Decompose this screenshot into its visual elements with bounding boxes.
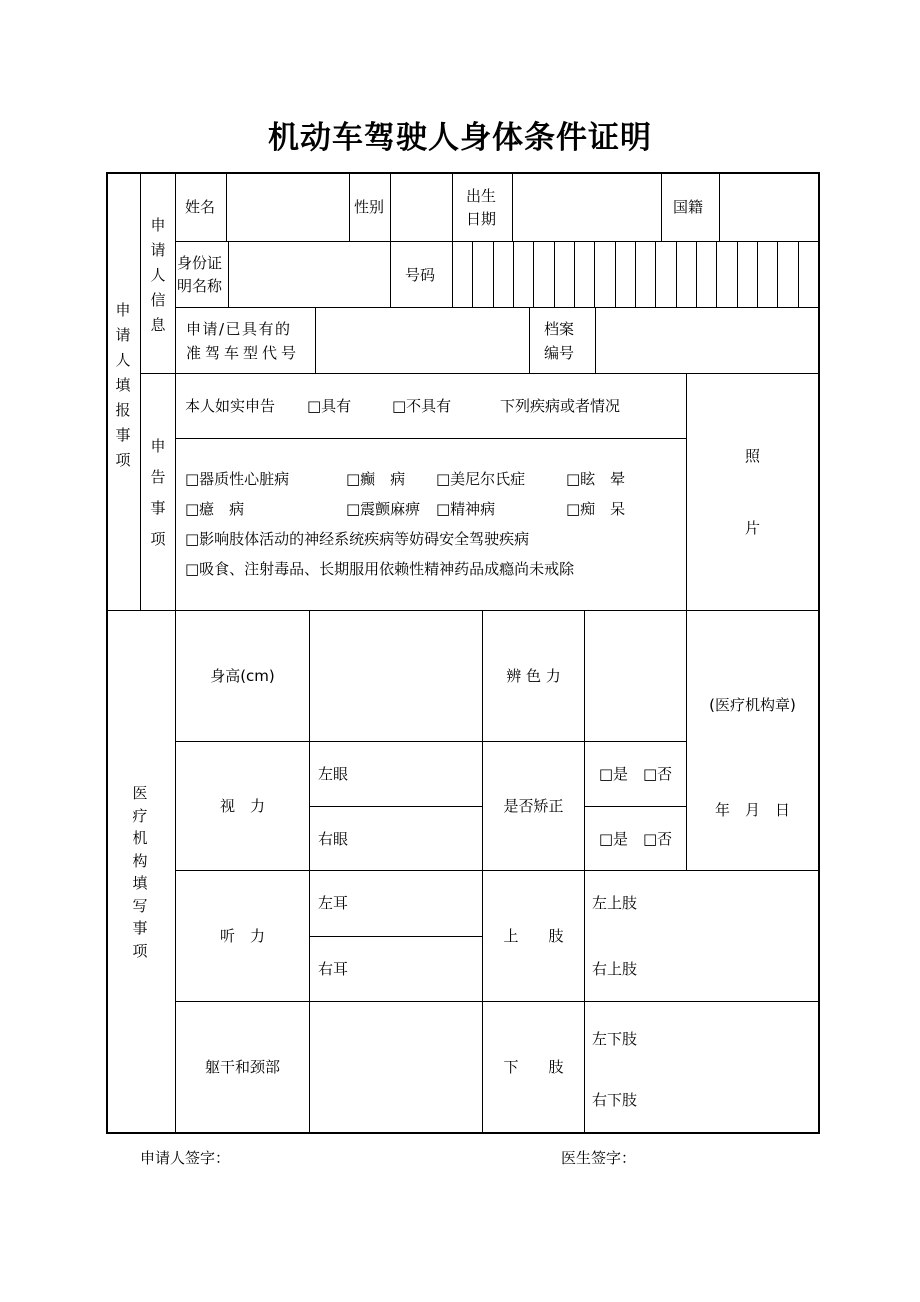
table-border-right [818,172,820,1134]
left-lower-limb-label: 左下肢 [592,1030,638,1048]
divider [175,1001,820,1002]
divider [584,806,687,807]
left-upper-limb-label: 左上肢 [592,894,638,912]
id-number-cell[interactable] [697,242,716,307]
id-number-cell[interactable] [555,242,574,307]
disease-heart-checkbox[interactable]: □器质性心脏病 [185,470,290,488]
divider [661,172,662,241]
license-type-field[interactable] [316,308,528,372]
divider [529,307,530,373]
id-number-cell[interactable] [575,242,594,307]
disease-neuro-checkbox[interactable]: □影响肢体活动的神经系统疾病等妨碍安全驾驶疾病 [185,530,530,548]
stamp-date: 年 月 日 [714,801,790,819]
form-title: 机动车驾驶人身体条件证明 [268,120,652,156]
section-medical: 医 疗 机 构 填 写 事 项 [132,784,148,960]
has-not-checkbox[interactable]: □不具有 [392,397,452,415]
divider [309,806,483,807]
id-number-cell[interactable] [778,242,797,307]
id-number-cell[interactable] [616,242,635,307]
declaration-statement: 本人如实申告 [185,397,276,415]
id-cell-divider [737,241,738,307]
nationality-label: 国籍 [673,198,704,216]
id-cell-divider [635,241,636,307]
right-lower-limb-label: 右下肢 [592,1091,638,1109]
section-applicant-info: 申 请 人 信 息 [150,216,166,334]
height-field[interactable] [310,611,482,741]
id-cell-divider [696,241,697,307]
id-cell-divider [798,241,799,307]
id-number-cell[interactable] [494,242,513,307]
declaration-following: 下列疾病或者情况 [500,397,621,415]
id-type-label-line1: 身份证 [177,254,223,272]
divider [175,438,687,439]
file-number-field[interactable] [596,308,817,372]
divider [686,373,687,610]
id-cell-divider [533,241,534,307]
id-type-label-line2: 明名称 [177,277,223,295]
birth-date-field[interactable] [513,173,660,240]
photo-label-line1: 照 [744,447,760,465]
id-number-cell[interactable] [758,242,777,307]
left-ear-label: 左耳 [318,894,349,912]
photo-label-line2: 片 [744,519,760,537]
upper-limb-label: 上 肢 [503,927,564,945]
file-number-label-line2: 编号 [544,344,575,362]
id-number-cell[interactable] [738,242,757,307]
disease-dementia-checkbox[interactable]: □痴 呆 [566,500,626,518]
id-number-cell[interactable] [636,242,655,307]
divider [140,172,141,610]
id-number-label: 号码 [405,266,436,284]
doctor-signature-label: 医生签字： [561,1149,637,1167]
id-cell-divider [615,241,616,307]
divider [140,373,820,374]
divider [175,172,176,1134]
section-declaration: 申 告 事 项 [150,437,166,548]
id-cell-divider [655,241,656,307]
nationality-field[interactable] [720,173,817,240]
id-cell-divider [676,241,677,307]
divider [309,936,483,937]
divider [482,610,483,1134]
id-cell-divider [777,241,778,307]
right-eye-label: 右眼 [318,830,349,848]
id-number-cell[interactable] [595,242,614,307]
vision-label: 视 力 [219,797,265,815]
disease-paralysis-checkbox[interactable]: □震颤麻痹 [346,500,421,518]
id-cell-divider [513,241,514,307]
id-type-field[interactable] [229,242,389,306]
id-cell-divider [757,241,758,307]
has-checkbox[interactable]: □具有 [307,397,352,415]
stamp-label: (医疗机构章) [709,696,796,714]
id-cell-divider [554,241,555,307]
right-upper-limb-label: 右上肢 [592,960,638,978]
file-number-label-line1: 档案 [544,320,575,338]
id-number-cell[interactable] [453,242,472,307]
color-vision-label: 辨 色 力 [506,667,561,685]
disease-meniere-checkbox[interactable]: □美尼尔氏症 [436,470,526,488]
drug-addiction-checkbox[interactable]: □吸食、注射毒品、长期服用依赖性精神药品成瘾尚未戒除 [185,560,575,578]
id-number-cell[interactable] [717,242,736,307]
table-border-left [106,172,108,1134]
certificate-table [106,172,820,1134]
divider [175,741,687,742]
right-ear-label: 右耳 [318,960,349,978]
gender-field[interactable] [391,173,451,240]
id-number-cell[interactable] [473,242,492,307]
applicant-signature-label: 申请人签字： [140,1149,231,1167]
right-eye-corrected-checkbox[interactable]: □是 □否 [598,830,673,848]
disease-hysteria-checkbox[interactable]: □癔 病 [185,500,245,518]
id-cell-divider [594,241,595,307]
divider [452,172,453,241]
divider [175,870,820,871]
id-number-cell[interactable] [799,242,818,307]
id-number-cell[interactable] [514,242,533,307]
hearing-label: 听 力 [219,927,265,945]
color-vision-field[interactable] [585,611,686,741]
id-number-cell[interactable] [534,242,553,307]
left-eye-label: 左眼 [318,765,349,783]
id-cell-divider [716,241,717,307]
divider [349,172,350,241]
trunk-neck-field[interactable] [310,1002,482,1132]
disease-vertigo-checkbox[interactable]: □眩 晕 [566,470,626,488]
trunk-neck-label: 躯干和颈部 [204,1058,280,1076]
disease-epilepsy-checkbox[interactable]: □癫 病 [346,470,406,488]
section-applicant: 申 请 人 填 报 事 项 [115,301,131,469]
disease-psychosis-checkbox[interactable]: □精神病 [436,500,496,518]
left-eye-corrected-checkbox[interactable]: □是 □否 [598,765,673,783]
table-border-top [106,172,820,174]
id-number-cell[interactable] [677,242,696,307]
name-label: 姓名 [185,198,216,216]
birth-date-label-line1: 出生 [466,187,497,205]
divider [686,610,687,870]
id-cell-divider [574,241,575,307]
corrected-label: 是否矫正 [503,797,564,815]
divider [390,241,391,307]
license-type-label-line2: 准驾车型代号 [186,344,301,362]
gender-label: 性别 [354,198,385,216]
license-type-label-line1: 申请/已具有的 [186,320,292,338]
id-cell-divider [472,241,473,307]
id-cell-divider [493,241,494,307]
lower-limb-label: 下 肢 [503,1058,564,1076]
id-number-cell[interactable] [656,242,675,307]
name-field[interactable] [227,173,348,240]
height-label: 身高(cm) [210,667,275,685]
table-border-bottom [106,1132,820,1134]
birth-date-label-line2: 日期 [466,210,497,228]
